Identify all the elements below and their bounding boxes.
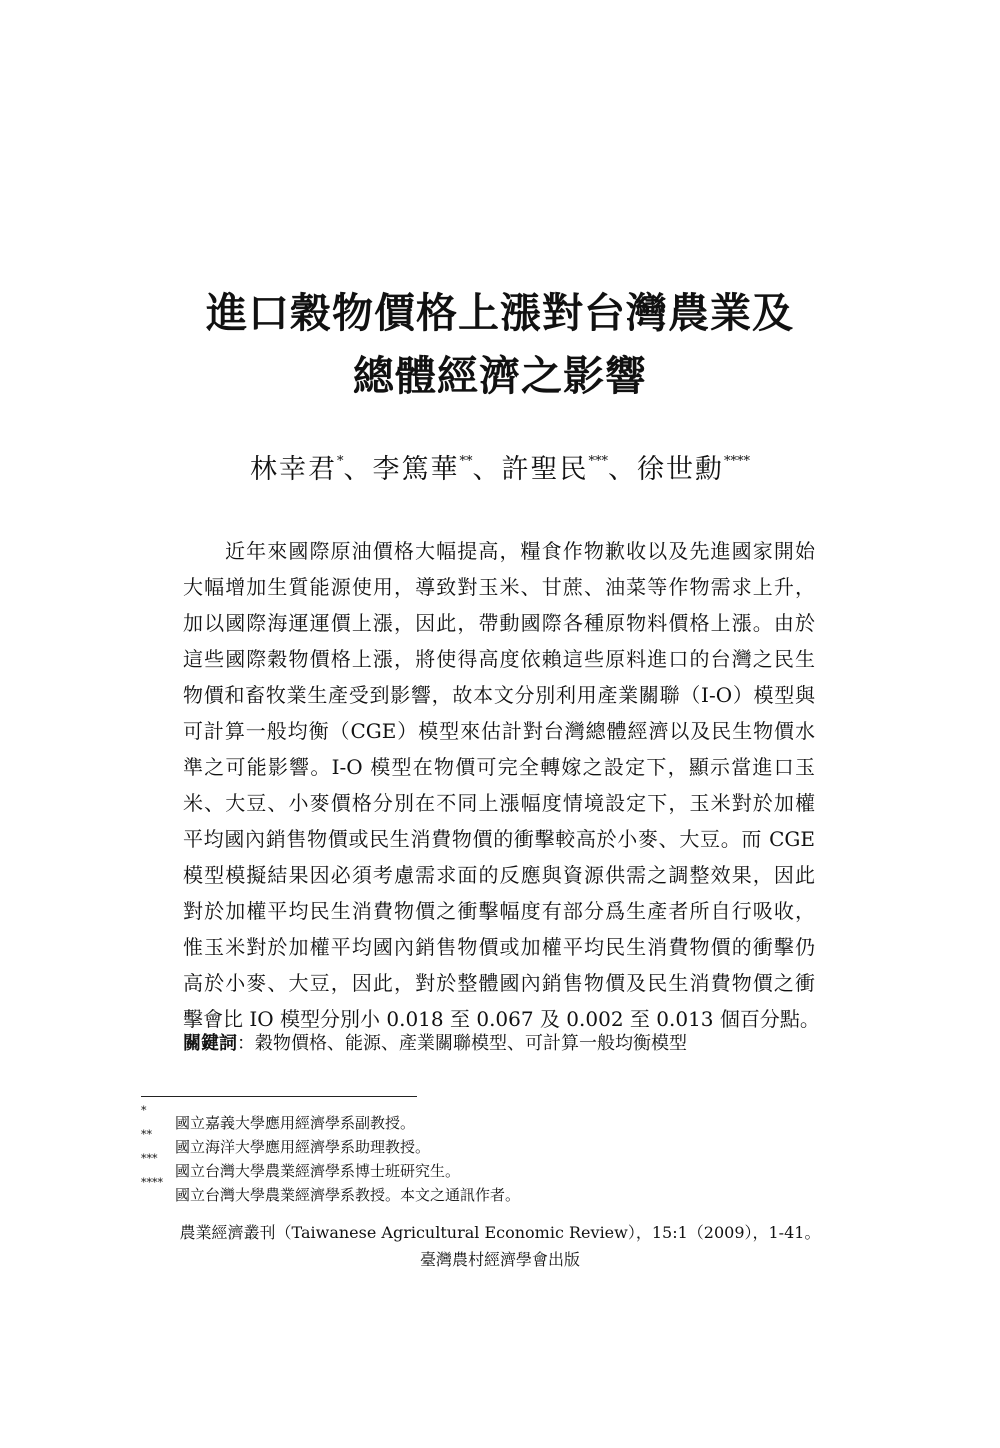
- author-affiliation-mark: ***: [588, 454, 608, 469]
- author-separator: 、: [343, 454, 373, 485]
- author-list: [0, 455, 1000, 483]
- footnote-mark: **: [141, 1128, 152, 1141]
- author-affiliation-mark: **: [459, 454, 473, 469]
- footnote: [141, 1128, 841, 1159]
- footnote-divider: [141, 1096, 417, 1097]
- abstract: [183, 538, 820, 1042]
- footnote: [141, 1176, 841, 1207]
- abstract-line: 大幅增加生質能源使用，導致對玉米、甘蔗、油菜等作物需求上升，: [183, 575, 815, 599]
- author-affiliation-mark: *: [337, 454, 344, 469]
- footnote-text: 國立台灣大學農業經濟學系教授。本文之通訊作者。: [175, 1186, 521, 1204]
- author-name: 林幸君: [250, 454, 337, 485]
- keywords-text: ：穀物價格、能源、產業關聯模型、可計算一般均衡模型: [237, 1033, 687, 1054]
- footnote-mark: *: [141, 1104, 147, 1117]
- abstract-line: 加以國際海運運價上漲，因此，帶動國際各種原物料價格上漲。由於: [183, 611, 815, 635]
- abstract-line: 擊會比 IO 模型分別小 0.018 至 0.067 及 0.002 至 0.013 個百分點。: [183, 1007, 820, 1031]
- abstract-line: 這些國際穀物價格上漲，將使得高度依賴這些原料進口的台灣之民生: [183, 647, 815, 671]
- footnote-mark: ****: [141, 1176, 163, 1189]
- author-name: 許聖民: [501, 454, 589, 485]
- journal-citation: 農業經濟叢刊（Taiwanese Agricultural Economic Review），15:1（2009），1-41。: [179, 1223, 821, 1242]
- footnote: [141, 1152, 841, 1183]
- footnote-mark: ***: [141, 1152, 158, 1165]
- footnote: [141, 1104, 841, 1135]
- footnote-text: 國立台灣大學農業經濟學系博士班研究生。: [175, 1162, 461, 1180]
- author-separator: 、: [608, 454, 637, 485]
- abstract-line: 可計算一般均衡（CGE）模型來估計對台灣總體經濟以及民生物價水: [183, 719, 815, 743]
- author-name: 李篤華: [372, 454, 460, 485]
- author-affiliation-mark: ****: [724, 454, 750, 469]
- keywords-label: 關鍵詞: [183, 1033, 237, 1054]
- abstract-line: 物價和畜牧業生產受到影響，故本文分別利用產業關聯（I-O）模型與: [183, 683, 815, 707]
- abstract-line: 米、大豆、小麥價格分別在不同上漲幅度情境設定下，玉米對於加權: [183, 791, 815, 815]
- paper-title-line-2: 總體經濟之影響: [353, 352, 647, 400]
- author-separator: 、: [472, 454, 502, 485]
- abstract-line: 近年來國際原油價格大幅提高，糧食作物歉收以及先進國家開始: [225, 539, 815, 563]
- paper-title-line-1: 進口穀物價格上漲對台灣農業及: [206, 289, 794, 337]
- abstract-line: 高於小麥、大豆，因此，對於整體國內銷售物價及民生消費物價之衝: [183, 971, 815, 995]
- abstract-line: 對於加權平均民生消費物價之衝擊幅度有部分爲生產者所自行吸收，: [183, 899, 815, 923]
- footnote-text: 國立海洋大學應用經濟學系助理教授。: [175, 1138, 431, 1156]
- abstract-line: 平均國內銷售物價或民生消費物價的衝擊較高於小麥、大豆。而 CGE: [183, 827, 815, 851]
- abstract-line: 準之可能影響。I-O 模型在物價可完全轉嫁之設定下，顯示當進口玉: [183, 755, 815, 779]
- footnote-text: 國立嘉義大學應用經濟學系副教授。: [175, 1114, 416, 1132]
- author-name: 徐世勳: [637, 454, 724, 485]
- journal-publisher: 臺灣農村經濟學會出版: [419, 1250, 580, 1269]
- abstract-line: 惟玉米對於加權平均國內銷售物價或加權平均民生消費物價的衝擊仍: [183, 935, 815, 959]
- keywords: [183, 1031, 687, 1057]
- abstract-line: 模型模擬結果因必須考慮需求面的反應與資源供需之調整效果，因此: [183, 863, 815, 887]
